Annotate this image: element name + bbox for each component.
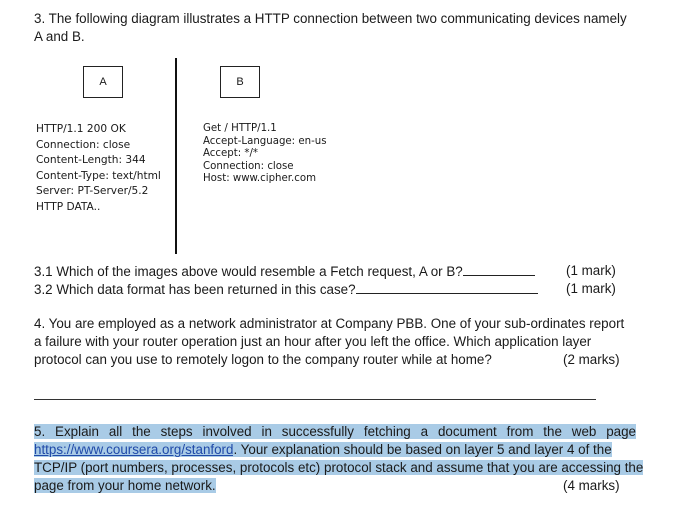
q4-line1: 4. You are employed as a network administrator at Company PBB. One of your sub-ordinates report	[34, 316, 625, 331]
q5-marks: (4 marks)	[563, 478, 620, 493]
coursera-link[interactable]: https://www.coursera.org/stanford	[34, 442, 234, 457]
q5-line1-text: 5. Explain all the steps involved in successfully fetching a document from the web page	[34, 424, 636, 439]
device-b-box	[220, 66, 260, 98]
q3-1-marks: (1 mark)	[566, 263, 616, 278]
q4-line2: a failure with your router operation just an hour after you left the office. Which application layer	[34, 334, 592, 349]
q3-2-text: 3.2 Which data format has been returned in this case?	[34, 282, 356, 297]
q5-line3-text: TCP/IP (port numbers, processes, protocols etc) protocol stack and assume that you are accessing the	[34, 460, 644, 475]
q3-2	[34, 280, 538, 299]
request-line: Connection: close	[203, 160, 294, 172]
response-a-block	[36, 122, 161, 215]
response-line: Connection: close	[36, 138, 131, 151]
q4-marks: (2 marks)	[563, 352, 620, 367]
request-b-block	[203, 123, 327, 186]
diagram-divider	[175, 58, 177, 254]
q5-line1-wrap	[34, 423, 636, 441]
request-line: Get / HTTP/1.1	[203, 123, 277, 134]
q5-line2	[34, 441, 612, 459]
q5-line1	[34, 423, 636, 441]
q3-1	[34, 262, 535, 281]
response-line: HTTP/1.1 200 OK	[36, 123, 126, 135]
q5-line2-text: . Your explanation should be based on layer 5 and layer 4 of the	[233, 442, 612, 457]
q5-line4	[34, 477, 216, 495]
device-b-label: B	[236, 76, 244, 88]
request-line: Host: www.cipher.com	[203, 173, 317, 185]
request-line: Accept: */*	[203, 148, 259, 160]
q5-line3	[34, 459, 643, 477]
answer-blank	[463, 262, 535, 276]
device-a-label: A	[99, 76, 107, 88]
q3-2-marks: (1 mark)	[566, 281, 616, 296]
q3-1-text: 3.1 Which of the images above would resemble a Fetch request, A or B?	[34, 264, 463, 279]
answer-blank	[356, 280, 538, 294]
response-line: HTTP DATA..	[36, 200, 101, 213]
q4-line3: protocol can you use to remotely logon to the company router while at home?	[34, 352, 492, 367]
q5-line4-text: page from your home network.	[34, 478, 216, 493]
response-line: Server: PT-Server/5.2	[36, 185, 149, 197]
q3-line2: A and B.	[34, 29, 85, 44]
answer-line	[34, 399, 596, 400]
device-a-box	[83, 66, 123, 98]
request-line: Accept-Language: en-us	[203, 135, 327, 147]
response-line: Content-Type: text/html	[36, 169, 161, 182]
response-line: Content-Length: 344	[36, 154, 146, 166]
q3-line1: 3. The following diagram illustrates a HTTP connection between two communicating devices namely	[34, 11, 627, 26]
